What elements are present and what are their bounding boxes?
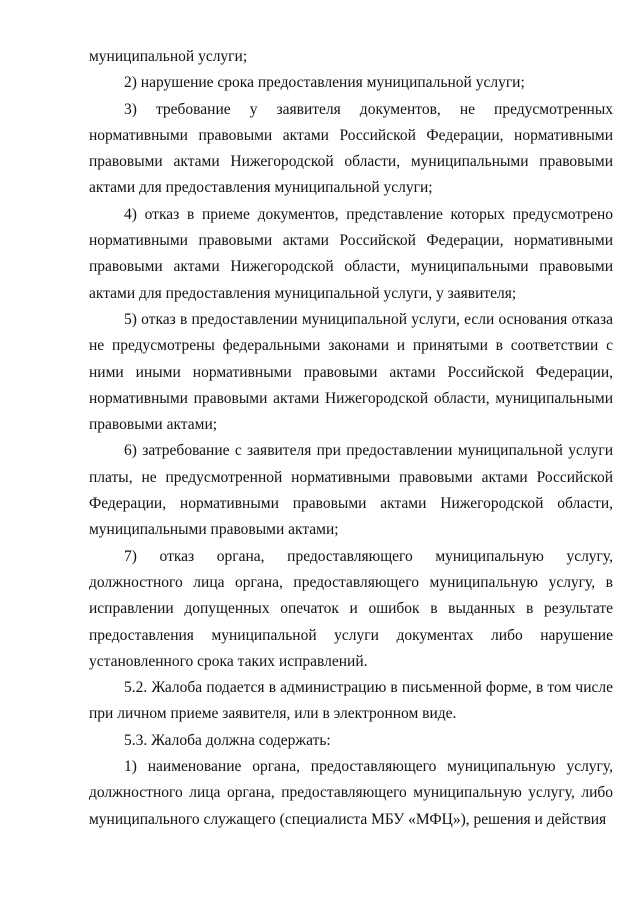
paragraph-item-6: 6) затребование с заявителя при предоставлении муниципальной услуги платы, не предусмотренной нормативными правовыми актами Российской Федерации, нормативными правовыми актами Нижегородской области, муниципальными правовыми актами; — [89, 442, 613, 539]
paragraph-item-7: 7) отказ органа, предоставляющего муниципальную услугу, должностного лица органа, предоставляющего муниципальную услугу, в исправлении допущенных опечаток и ошибок в выданных в результате предоставления муниципальной услуги документах либо нарушение установленного срока таких исправлений. — [89, 547, 613, 670]
paragraph-section-5-3: 5.3. Жалоба должна содержать: — [124, 731, 331, 749]
paragraph-item-2: 2) нарушение срока предоставления муниципальной услуги; — [124, 74, 525, 92]
document-body — [89, 44, 613, 833]
paragraph-item-4: 4) отказ в приеме документов, представление которых предусмотрено нормативными правовыми актами Российской Федерации, нормативными правовыми актами Нижегородской области, муниципальными правовыми актами для предоставления муниципальной услуги, у заявителя; — [89, 205, 613, 302]
paragraph-item-5: 5) отказ в предоставлении муниципальной услуги, если основания отказа не предусмотрены федеральными законами и принятыми в соответствии с ними иными нормативными правовыми актами Российской Федерации, нормативными правовыми актами Нижегородской области, муниципальными правовыми актами; — [89, 310, 613, 434]
paragraph-section-5-2: 5.2. Жалоба подается в администрацию в письменной форме, в том числе при личном приеме заявителя, или в электронном виде. — [89, 679, 613, 723]
paragraph-complaint-item-1: 1) наименование органа, предоставляющего муниципальную услугу, должностного лица органа, предоставляющего муниципальную услугу, либо муниципального служащего (специалиста МБУ «МФЦ»), решения и действия — [89, 758, 613, 828]
paragraph-continuation: муниципальной услуги; — [89, 48, 248, 65]
paragraph-item-3: 3) требование у заявителя документов, не предусмотренных нормативными правовыми актами Российской Федерации, нормативными правовыми актами Нижегородской области, муниципальными правовыми актами для предоставления муниципальной услуги; — [89, 100, 613, 197]
